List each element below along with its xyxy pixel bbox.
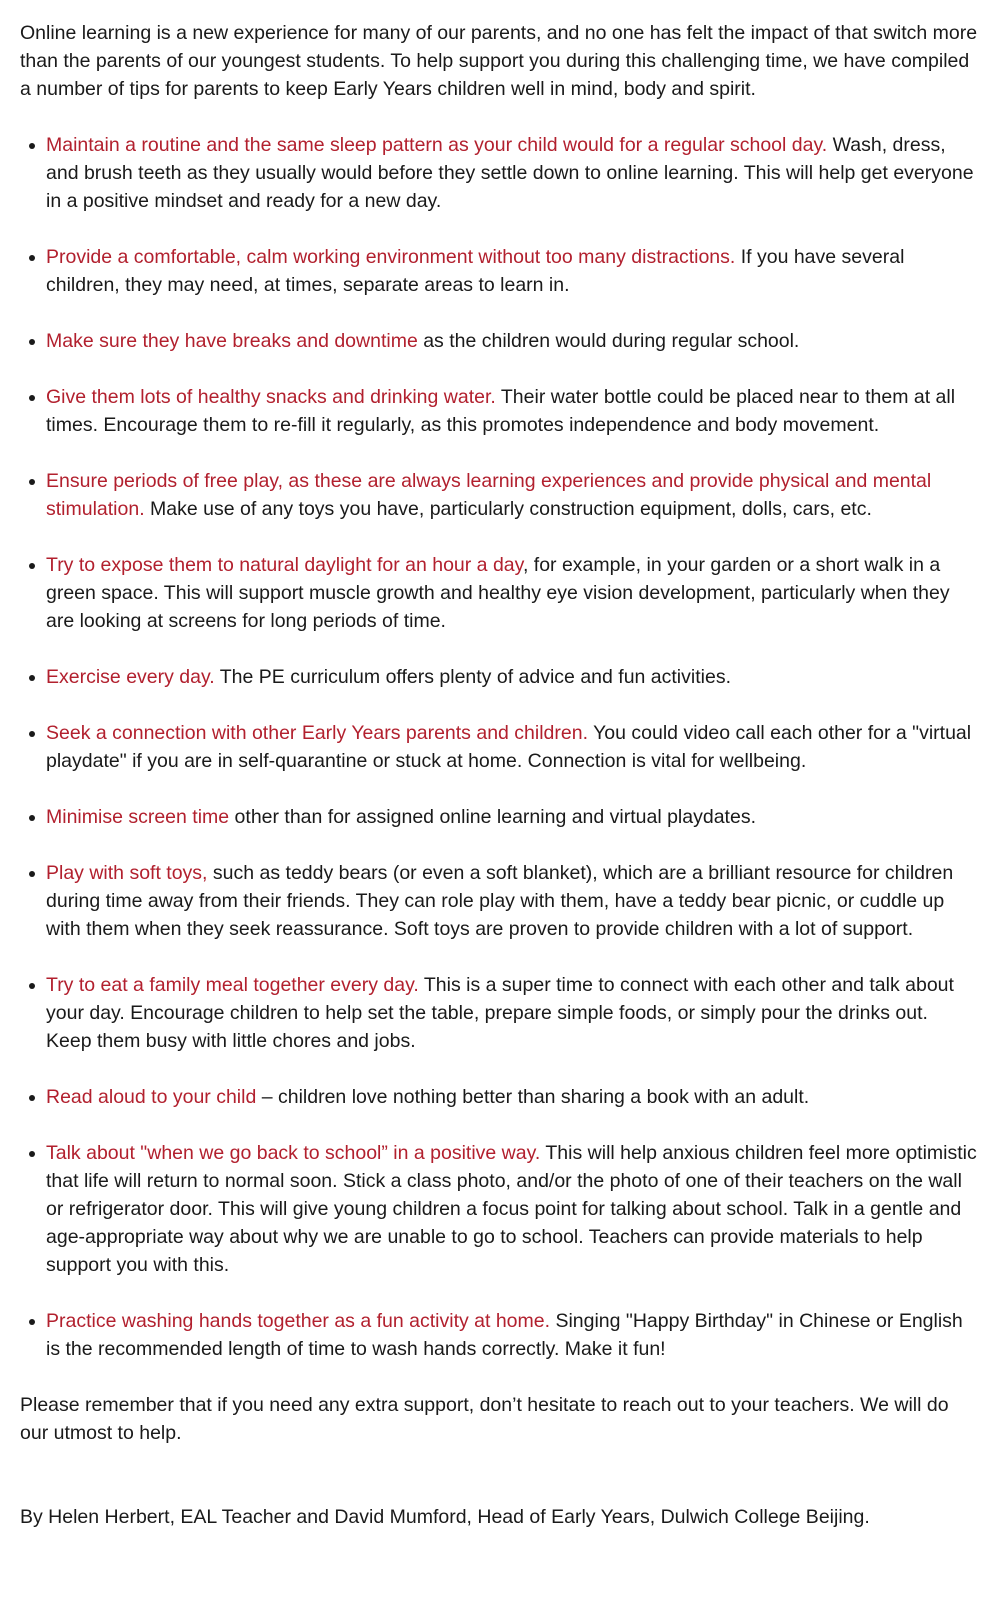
list-item: [46, 327, 978, 355]
tip-text: The PE curriculum offers plenty of advice and fun activities.: [214, 666, 731, 688]
tip-text: – children love nothing better than sharing a book with an adult.: [256, 1086, 810, 1108]
tip-heading: Practice washing hands together as a fun activity at home.: [46, 1310, 551, 1332]
tip-heading: Maintain a routine and the same sleep pattern as your child would for a regular school day.: [46, 134, 828, 156]
tip-heading: Try to eat a family meal together every day.: [46, 974, 419, 996]
tip-text: This is a super time to connect with each other and talk about your day. Encourage children to help set the table, prepare simple foods, or simply pour the drinks out. Keep them busy with little chores and jobs.: [46, 974, 954, 1052]
list-item: [46, 1083, 978, 1111]
tip-heading: Seek a connection with other Early Years parents and children.: [46, 722, 589, 744]
tip-text: other than for assigned online learning and virtual playdates.: [229, 806, 756, 828]
tip-text: You could video call each other for a "virtual playdate" if you are in self-quarantine or stuck at home. Connection is vital for wellbeing.: [46, 722, 972, 772]
tip-heading: Try to expose them to natural daylight for an hour a day: [46, 554, 523, 576]
tip-heading: Make sure they have breaks and downtime: [46, 330, 418, 352]
tip-text: This will help anxious children feel more optimistic that life will return to normal soon. Stick a class photo, and/or the photo of one of their teachers on the wall or refrigerator door. This will give young children a focus point for talking about school. Talk in a gentle and age-appropriate way about why we are unable to go to school. Teachers can provide materials to help support you with this.: [46, 1142, 977, 1276]
tip-text: Singing "Happy Birthday" in Chinese or English is the recommended length of time to wash hands correctly. Make it fun!: [46, 1310, 963, 1360]
list-item: [46, 971, 978, 1055]
tip-text: such as teddy bears (or even a soft blanket), which are a brilliant resource for children during time away from their friends. They can role play with them, have a teddy bear picnic, or cuddle up with them when they seek reassurance. Soft toys are proven to provide children with a lot of support.: [46, 862, 954, 940]
list-item: [46, 663, 978, 691]
list-item: [46, 131, 978, 215]
tip-text: , for example, in your garden or a short walk in a green space. This will support muscle growth and healthy eye vision development, particularly when they are looking at screens for long periods of time.: [46, 554, 950, 632]
list-item: [46, 383, 978, 439]
intro-paragraph: Online learning is a new experience for many of our parents, and no one has felt the impact of that switch more than the parents of our youngest students. To help support you during this challenging time, we have compiled a number of tips for parents to keep Early Years children well in mind, body and spirit.: [20, 22, 978, 100]
list-item: [46, 859, 978, 943]
tip-text: as the children would during regular school.: [417, 330, 800, 352]
tip-heading: Provide a comfortable, calm working environment without too many distractions.: [46, 246, 736, 268]
tip-text: Make use of any toys you have, particularly construction equipment, dolls, cars, etc.: [144, 498, 872, 520]
list-item: [46, 1139, 978, 1279]
list-item: [46, 243, 978, 299]
tip-heading: Exercise every day.: [46, 666, 215, 688]
tip-heading: Ensure periods of free play, as these are always learning experiences and provide physical and mental stimulation.: [46, 470, 932, 520]
list-item: [46, 467, 978, 523]
tip-heading: Talk about "when we go back to school” in a positive way.: [46, 1142, 541, 1164]
tip-text: If you have several children, they may need, at times, separate areas to learn in.: [46, 246, 905, 296]
list-item: [46, 1307, 978, 1363]
tip-heading: Give them lots of healthy snacks and drinking water.: [46, 386, 496, 408]
tip-heading: Minimise screen time: [46, 806, 230, 828]
closing-paragraph: Please remember that if you need any extra support, don’t hesitate to reach out to your teachers. We will do our utmost to help.: [20, 1394, 949, 1444]
list-item: [46, 551, 978, 635]
tip-text: Wash, dress, and brush teeth as they usually would before they settle down to online learning. This will help get everyone in a positive mindset and ready for a new day.: [46, 134, 974, 212]
tips-list: [20, 131, 978, 1363]
tip-heading: Play with soft toys,: [46, 862, 208, 884]
tip-text: Their water bottle could be placed near to them at all times. Encourage them to re-fill it regularly, as this promotes independence and body movement.: [46, 386, 956, 436]
author-byline: By Helen Herbert, EAL Teacher and David Mumford, Head of Early Years, Dulwich College Beijing.: [20, 1506, 870, 1528]
list-item: [46, 803, 978, 831]
list-item: [46, 719, 978, 775]
tip-heading: Read aloud to your child: [46, 1086, 257, 1108]
